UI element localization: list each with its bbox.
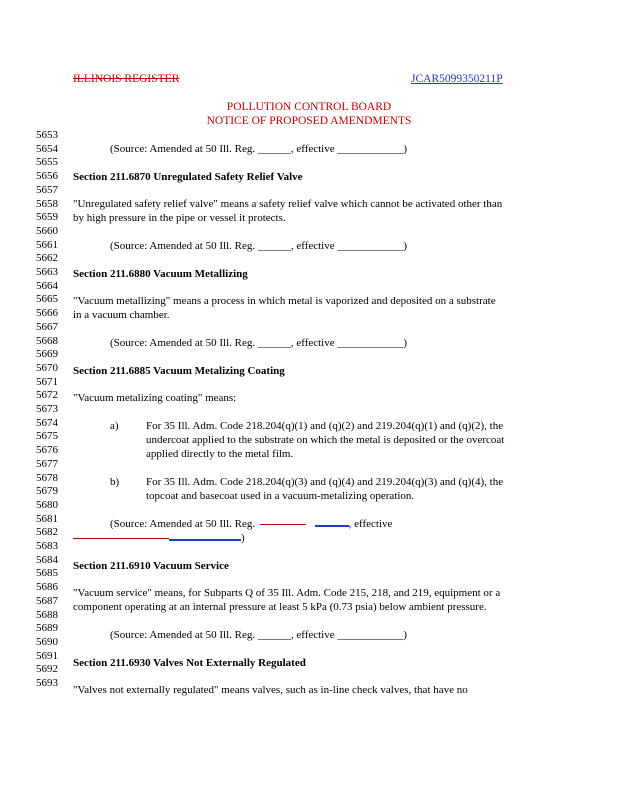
line-number: 5693 — [36, 677, 58, 689]
line-number: 5681 — [36, 512, 58, 525]
line-number: 5660 — [36, 224, 58, 237]
line-number: 5658 — [36, 197, 58, 210]
line-number: 5682 — [36, 526, 58, 539]
line-number: 5675 — [36, 430, 58, 443]
line-number: 5653 — [36, 129, 58, 141]
line-number: 5687 — [36, 594, 58, 607]
definition-text: "Unregulated safety relief valve" means a safety relief valve which cannot be activated other than — [73, 198, 503, 210]
line-number: 5676 — [36, 444, 58, 457]
inserted-blank — [169, 539, 241, 541]
section-heading: Section 211.6930 Valves Not Externally Regulated — [73, 657, 306, 669]
header-center-1-text: POLLUTION CONTROL BOARD — [226, 101, 392, 113]
line-number: 5679 — [36, 485, 58, 498]
item-label: b) — [110, 476, 120, 488]
line-number: 5684 — [36, 553, 58, 566]
line-number: 5689 — [36, 622, 58, 635]
inserted-blank — [315, 525, 349, 527]
item-label: a) — [110, 420, 119, 432]
definition-text: "Vacuum service" means, for Subparts Q of 35 Ill. Adm. Code 215, 218, and 219, equipment or a — [73, 587, 501, 599]
line-number: 5668 — [36, 334, 58, 347]
definition-text: component operating at an internal pressure at least 5 kPa (0.73 psia) below ambient pressure. — [73, 601, 487, 613]
source-note-close: ) — [241, 532, 245, 544]
line-number: 5683 — [36, 540, 58, 552]
line-number: 5669 — [36, 348, 58, 361]
header-center-2-text: NOTICE OF PROPOSED AMENDMENTS — [206, 115, 412, 127]
definition-text: "Vacuum metalizing coating" means: — [73, 392, 237, 404]
source-note-effective: , effective — [348, 518, 393, 530]
deleted-blank — [73, 538, 169, 539]
line-number: 5685 — [36, 567, 58, 580]
item-text: For 35 Ill. Adm. Code 218.204(q)(3) and (q)(4) and 219.204(q)(3) and (q)(4), the — [146, 476, 504, 488]
line-number: 5691 — [36, 649, 58, 662]
definition-text: "Valves not externally regulated" means valves, such as in-line check valves, that have no — [73, 684, 468, 696]
source-note-prefix: (Source: Amended at 50 Ill. Reg. — [110, 518, 256, 530]
source-note: (Source: Amended at 50 Ill. Reg. ______, effective ____________) — [110, 240, 408, 252]
definition-text: "Vacuum metallizing" means a process in which metal is vaporized and deposited on a substrate — [73, 295, 496, 307]
item-text: applied directly to the metal film. — [146, 448, 294, 460]
line-number: 5678 — [36, 471, 58, 484]
item-text: For 35 Ill. Adm. Code 218.204(q)(1) and (q)(2) and 219.204(q)(1) and (q)(2), the — [146, 420, 504, 432]
source-note: (Source: Amended at 50 Ill. Reg. ______, effective ____________) — [110, 143, 408, 155]
line-number: 5664 — [36, 279, 58, 292]
line-number: 5672 — [36, 389, 58, 402]
item-text: topcoat and basecoat used in a vacuum-metalizing operation. — [146, 490, 415, 502]
definition-text: by high pressure in the pipe or vessel it protects. — [73, 212, 286, 224]
line-number: 5656 — [36, 170, 58, 183]
line-number: 5674 — [36, 416, 58, 429]
source-note-revised — [110, 518, 392, 532]
source-note: (Source: Amended at 50 Ill. Reg. ______, effective ____________) — [110, 629, 408, 641]
line-number: 5661 — [36, 238, 58, 251]
item-text: undercoat applied to the substrate on which the metal is deposited or the overcoat — [146, 434, 505, 446]
line-number: 5673 — [36, 403, 58, 415]
source-note-revised-cont — [73, 532, 245, 546]
section-heading: Section 211.6885 Vacuum Metalizing Coating — [73, 365, 285, 377]
line-number: 5665 — [36, 293, 58, 306]
line-number: 5688 — [36, 608, 58, 621]
line-number: 5677 — [36, 457, 58, 470]
line-number: 5690 — [36, 635, 58, 648]
definition-text: in a vacuum chamber. — [73, 309, 170, 321]
line-number: 5654 — [36, 142, 58, 155]
section-heading: Section 211.6880 Vacuum Metallizing — [73, 268, 248, 280]
header-right: JCAR5099350211P — [411, 73, 503, 85]
line-number: 5663 — [36, 266, 58, 278]
header-left: ILLINOIS REGISTER — [73, 73, 180, 85]
line-number: 5662 — [36, 252, 58, 265]
source-note: (Source: Amended at 50 Ill. Reg. ______, effective ____________) — [110, 337, 408, 349]
section-heading: Section 211.6910 Vacuum Service — [73, 560, 229, 572]
line-number: 5692 — [36, 663, 58, 676]
line-number: 5680 — [36, 498, 58, 511]
line-number: 5671 — [36, 375, 58, 388]
line-number: 5655 — [36, 156, 58, 169]
line-number: 5686 — [36, 581, 58, 594]
section-heading: Section 211.6870 Unregulated Safety Relief Valve — [73, 171, 303, 183]
line-number: 5667 — [36, 320, 58, 333]
line-number: 5670 — [36, 361, 58, 374]
line-number: 5666 — [36, 307, 58, 320]
line-number: 5659 — [36, 211, 58, 224]
deleted-blank — [260, 524, 306, 525]
line-number: 5657 — [36, 183, 58, 196]
